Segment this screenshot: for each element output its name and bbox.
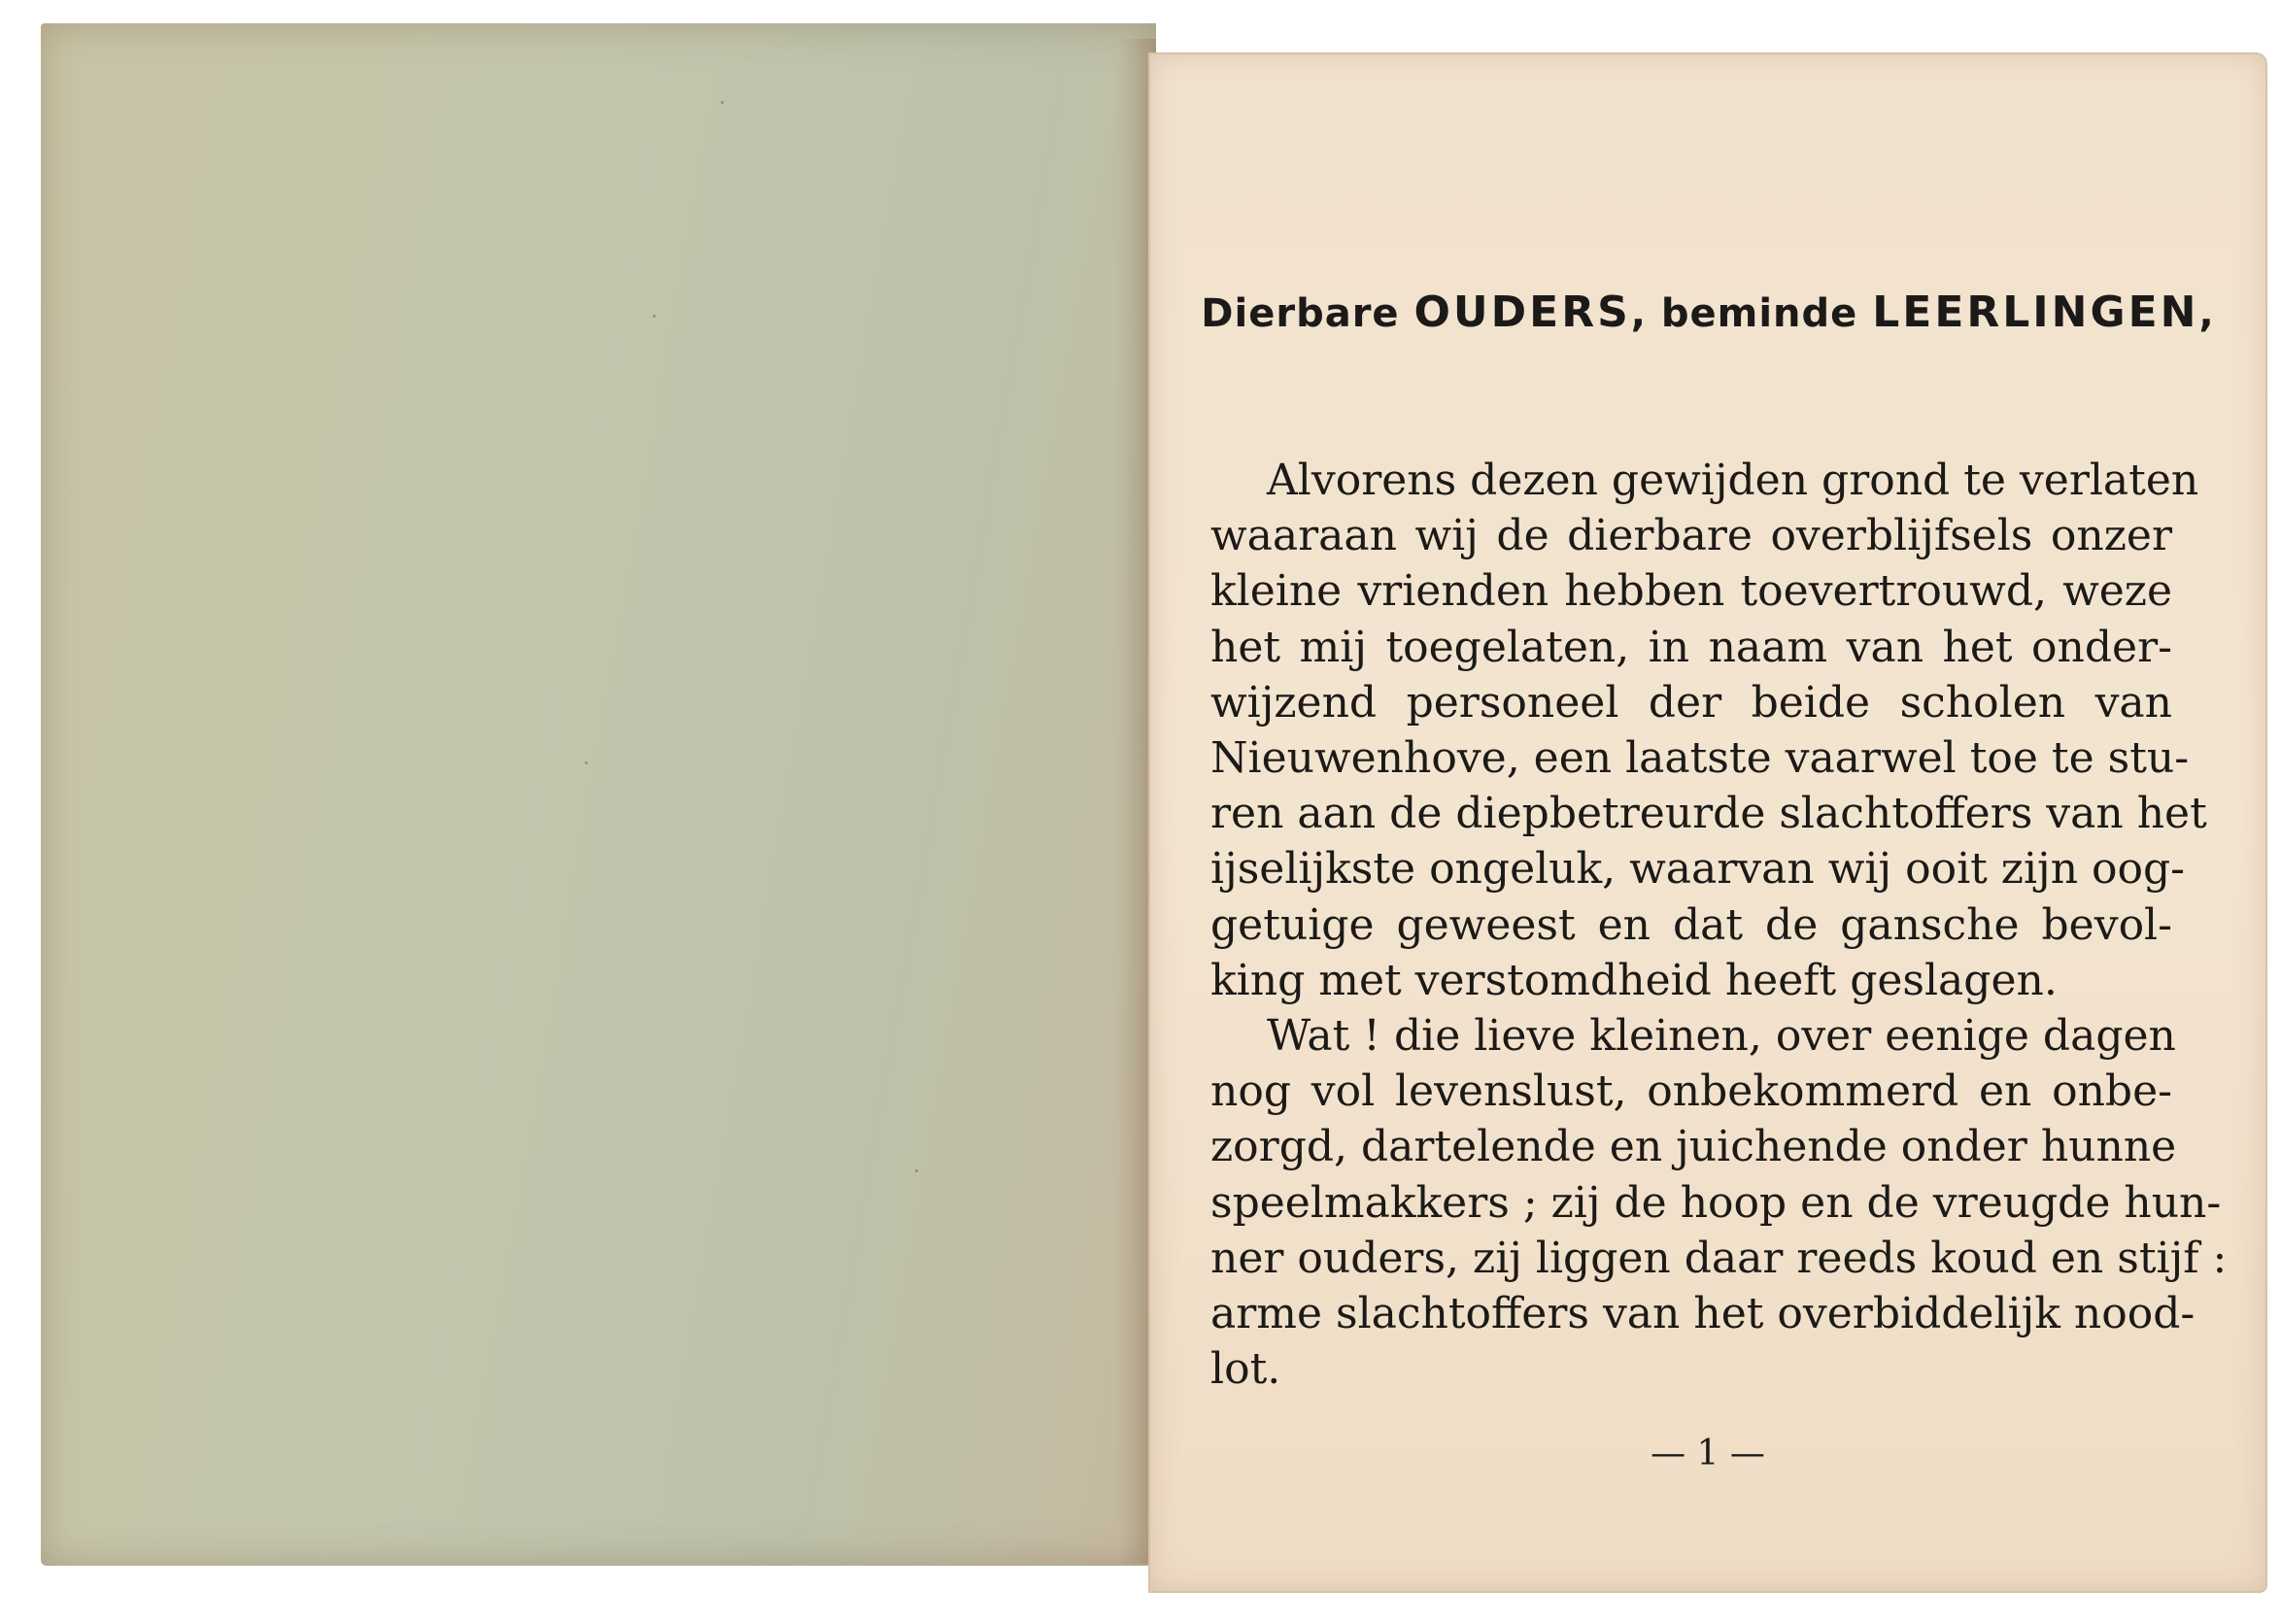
salutation-part-2: , beminde <box>1630 291 1873 336</box>
page-number: — 1 — <box>1651 1434 1765 1473</box>
left-page-blank <box>41 23 1156 1566</box>
paper-speck <box>653 315 656 318</box>
text-line: ijselijkste ongeluk, waarvan wij ooit zijn oog- <box>1210 844 2186 895</box>
text-line: wijzend personeel der beide scholen van <box>1210 677 2172 727</box>
text-line: king met verstomdheid heeft geslagen. <box>1210 955 2058 1005</box>
salutation-part-3: , <box>2198 291 2215 336</box>
text-line: kleine vrienden hebben toevertrouwd, weze <box>1210 566 2172 617</box>
text-line: zorgd, dartelende en juichende onder hunne <box>1210 1122 2177 1172</box>
text-line: waaraan wij de dierbare overblijfsels onzer <box>1210 511 2172 561</box>
text-line: speelmakkers ; zij de hoop en de vreugde hun- <box>1210 1177 2222 1228</box>
letter-body <box>1210 453 2228 1397</box>
salutation-ouders: OUDERS <box>1413 288 1631 337</box>
text-line: Alvorens dezen gewijden grond te verlaten <box>1267 456 2199 505</box>
text-line: getuige geweest en dat de gansche bevol- <box>1210 899 2172 950</box>
paragraph-2 <box>1210 1008 2228 1397</box>
paragraph-1 <box>1210 453 2207 1008</box>
paper-speck <box>915 1169 918 1172</box>
text-line: lot. <box>1210 1344 1281 1395</box>
text-line: nog vol levenslust, onbekommerd en onbe- <box>1210 1066 2172 1117</box>
text-line: het mij toegelaten, in naam van het onder- <box>1210 622 2172 672</box>
text-line: ner ouders, zij liggen daar reeds koud en stijf : <box>1210 1233 2228 1283</box>
text-line: ren aan de diepbetreurde slachtoffers van het <box>1210 789 2207 839</box>
text-line: Nieuwenhove, een laatste vaarwel toe te stu- <box>1210 733 2190 784</box>
right-page <box>1150 54 2265 1591</box>
paper-speck <box>585 761 588 764</box>
salutation-part-1: Dierbare <box>1201 291 1414 336</box>
text-line: arme slachtoffers van het overbiddelijk nood- <box>1210 1289 2196 1339</box>
letter-salutation <box>1150 288 2265 337</box>
salutation-leerlingen: LEERLINGEN <box>1872 288 2199 337</box>
paper-speck <box>721 101 724 104</box>
text-line: Wat ! die lieve kleinen, over eenige dagen <box>1267 1011 2176 1062</box>
